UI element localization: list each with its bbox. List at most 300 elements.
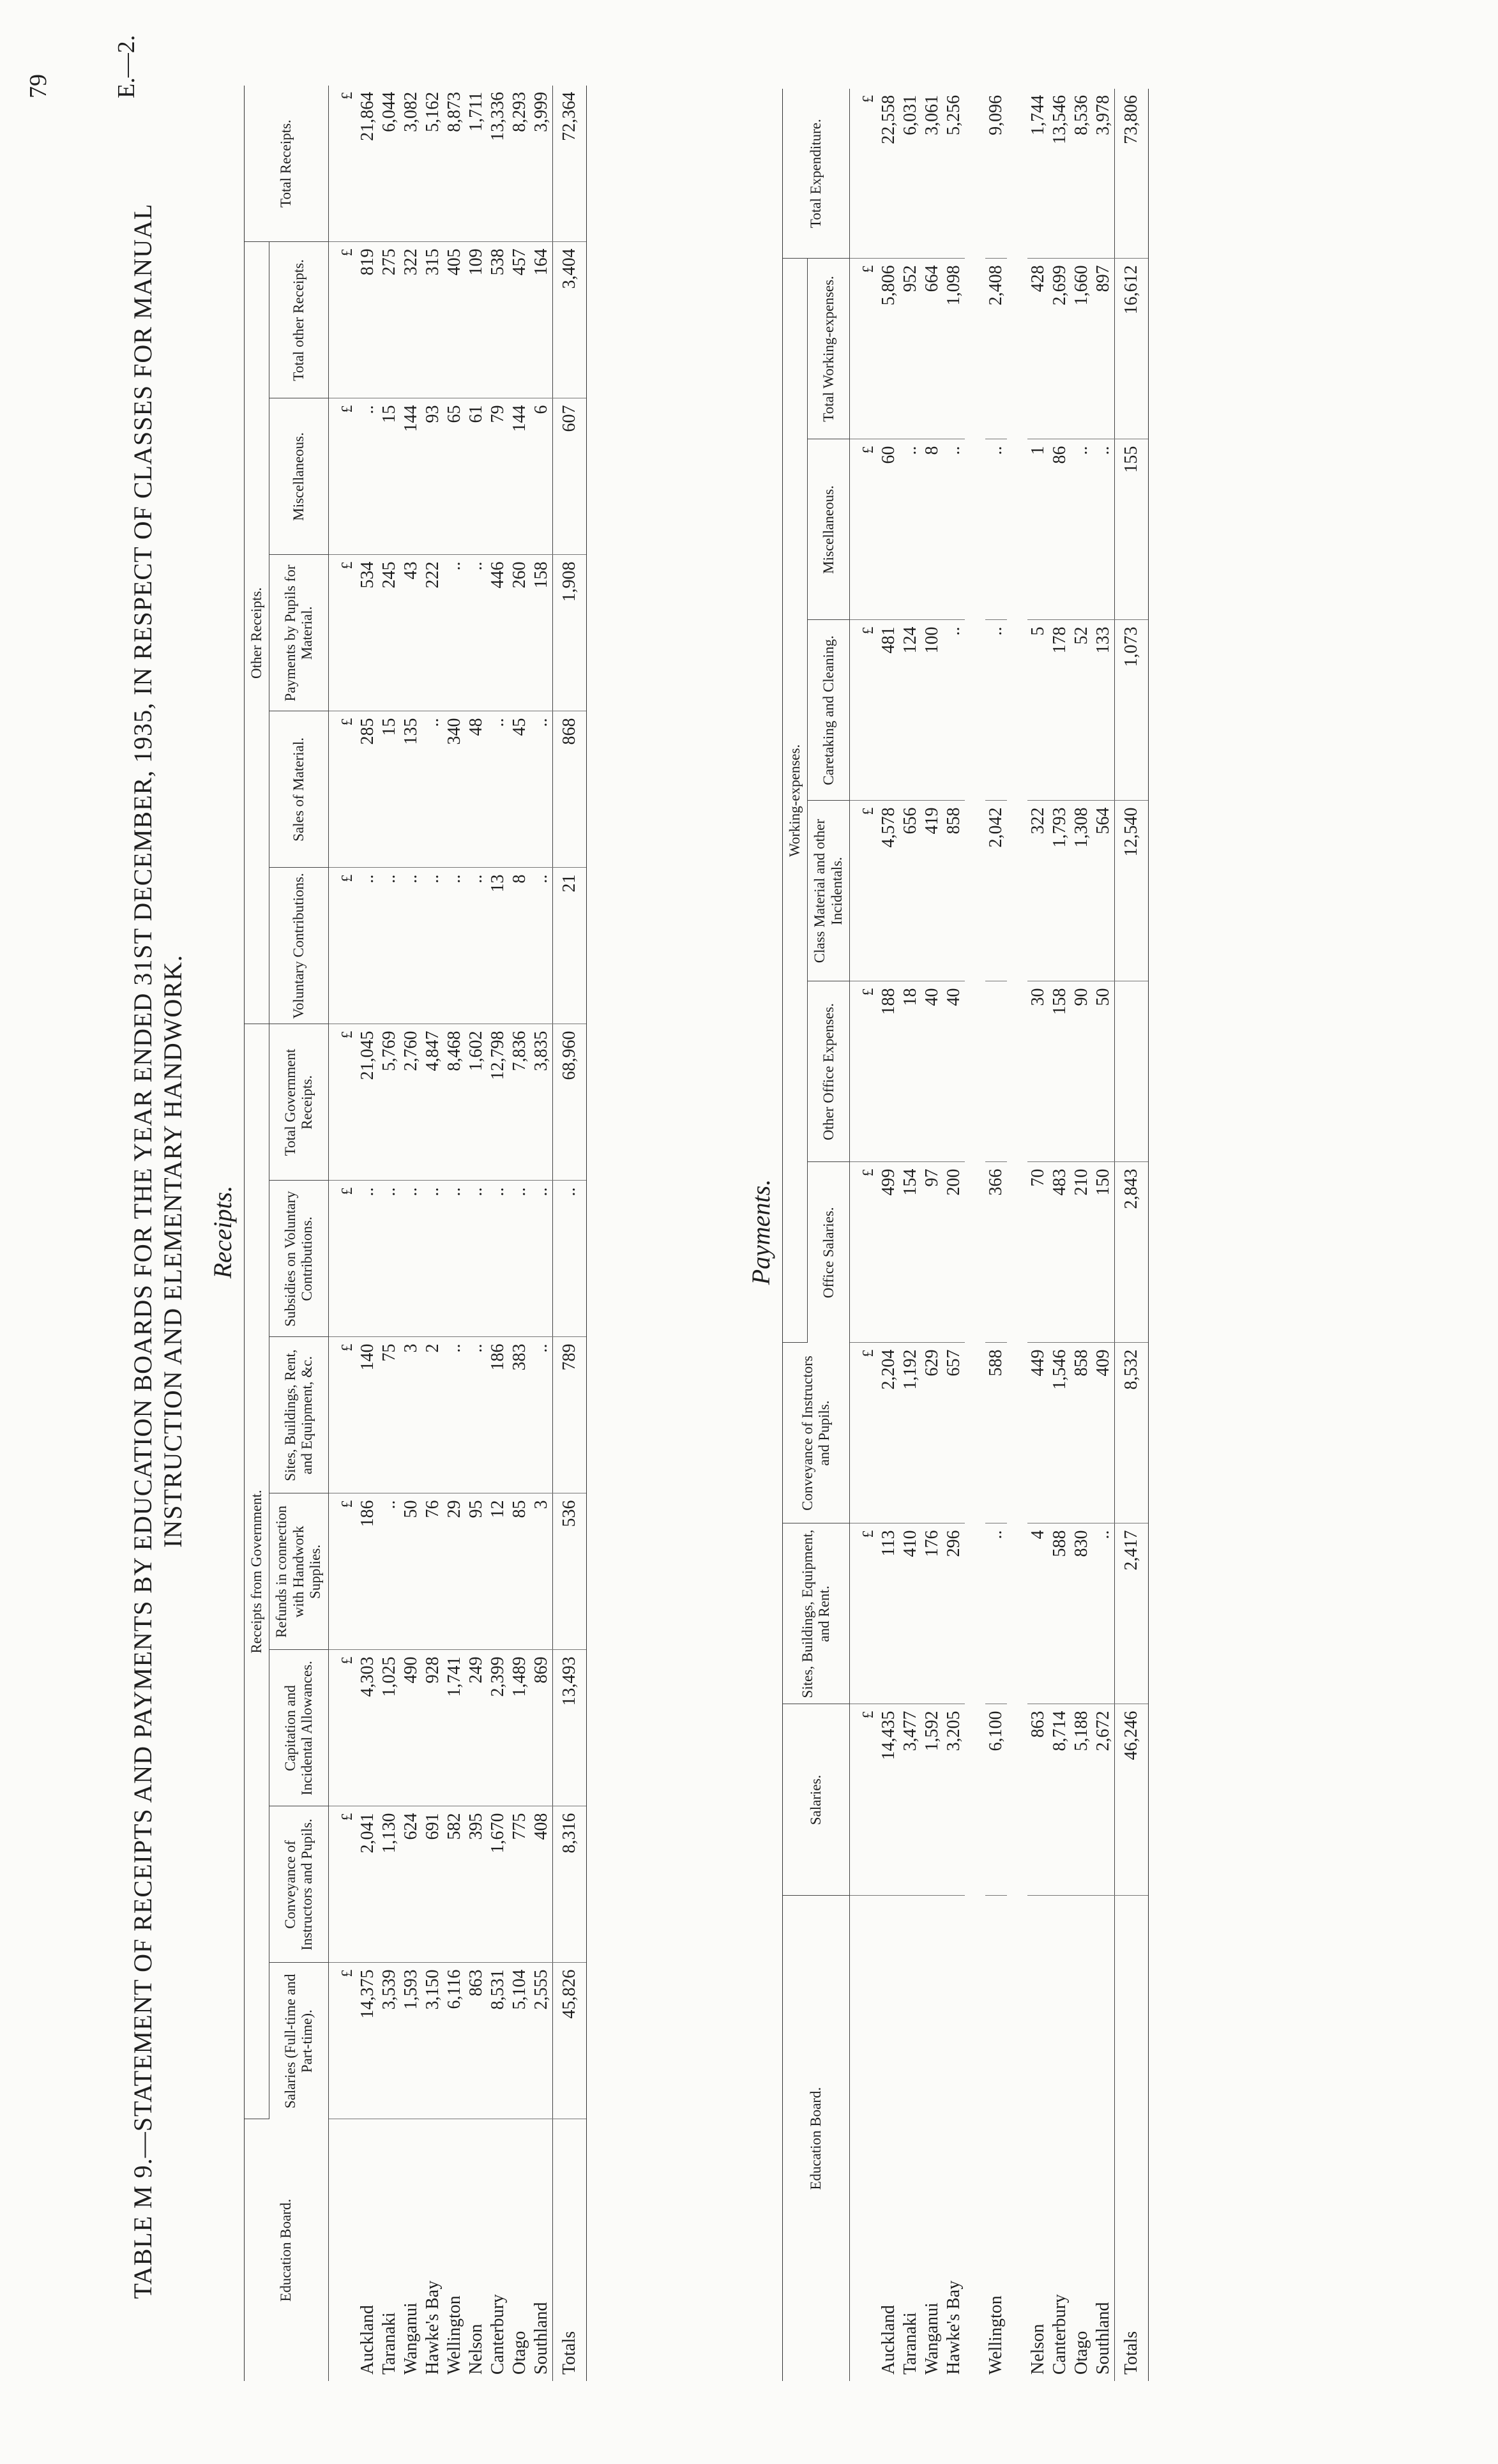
- payments-board-name: Southland: [1093, 2302, 1114, 2375]
- payments-cell: 40: [943, 981, 965, 1162]
- payments-cell: 13,546: [1049, 89, 1071, 259]
- payments-cell: 8,714: [1049, 1704, 1071, 1896]
- receipts-cell: 395: [465, 1806, 487, 1963]
- receipts-cell: ..: [379, 868, 400, 1024]
- payments-board-name: Canterbury: [1050, 2294, 1070, 2375]
- receipts-col-header: Total Government Receipts.: [269, 1024, 328, 1181]
- receipts-cell: 3,539: [379, 1963, 400, 2119]
- receipts-row: [444, 86, 465, 2381]
- receipts-cell: 6,116: [444, 1963, 465, 2119]
- payments-cell: 1,192: [900, 1343, 921, 1523]
- receipts-cell: 140: [357, 1337, 379, 1493]
- payments-row: [943, 89, 965, 2381]
- payments-cell: 100: [921, 620, 943, 801]
- payments-cell: 564: [1093, 801, 1115, 981]
- payments-cell: 2,408: [985, 259, 1007, 439]
- payments-row: [1093, 89, 1115, 2381]
- receipts-cell: 186: [357, 1493, 379, 1650]
- receipts-total-cell: 1,908: [552, 555, 586, 711]
- payments-row: [900, 89, 921, 2381]
- payments-unit-cell: £: [850, 1162, 879, 1343]
- payments-cell: 897: [1093, 259, 1115, 439]
- receipts-cell: ..: [444, 1181, 465, 1337]
- receipts-cell: ..: [531, 868, 553, 1024]
- payments-col-header: Other Office Expenses.: [808, 981, 850, 1162]
- receipts-cell: 75: [379, 1337, 400, 1493]
- receipts-cell: 12,798: [487, 1024, 509, 1181]
- payments-cell: 858: [1071, 1343, 1093, 1523]
- receipts-cell: 13: [487, 868, 509, 1024]
- receipts-cell: 2,399: [487, 1650, 509, 1806]
- payments-cell: 322: [1027, 801, 1049, 981]
- receipts-cell: 1,130: [379, 1806, 400, 1963]
- payments-cell: 3,978: [1093, 89, 1115, 259]
- receipts-cell: 21,045: [357, 1024, 379, 1181]
- receipts-cell: 79: [487, 398, 509, 555]
- receipts-col-header: Payments by Pupils for Material.: [269, 555, 328, 711]
- payments-cell: 1,308: [1071, 801, 1093, 981]
- payments-total-cell: 46,246: [1115, 1704, 1149, 1896]
- receipts-unit-cell: £: [328, 868, 357, 1024]
- payments-row: [1071, 89, 1093, 2381]
- payments-unit-cell: £: [850, 1343, 879, 1523]
- payments-col-salaries: Salaries.: [783, 1704, 850, 1896]
- payments-cell: ..: [985, 1523, 1007, 1704]
- receipts-cell: ..: [531, 711, 553, 868]
- payments-cell: 2,204: [878, 1343, 900, 1523]
- receipts-unit-cell: £: [328, 555, 357, 711]
- receipts-cell: ..: [357, 398, 379, 555]
- payments-cell: 3,061: [921, 89, 943, 259]
- receipts-unit-cell: £: [328, 86, 357, 242]
- receipts-cell: ..: [400, 1181, 422, 1337]
- receipts-total-cell: 72,364: [552, 86, 586, 242]
- receipts-cell: 1,670: [487, 1806, 509, 1963]
- receipts-cell: ..: [487, 1181, 509, 1337]
- receipts-total-cell: 868: [552, 711, 586, 868]
- page-ref: E.—2.: [113, 34, 140, 98]
- payments-cell: 4,578: [878, 801, 900, 981]
- receipts-total-cell: 607: [552, 398, 586, 555]
- receipts-col-header: Subsidies on Voluntary Contributions.: [269, 1181, 328, 1337]
- payments-total-cell: 16,612: [1115, 259, 1149, 439]
- payments-cell: 18: [900, 981, 921, 1162]
- payments-cell: 419: [921, 801, 943, 981]
- receipts-row: [531, 86, 553, 2381]
- payments-total-cell: 1,073: [1115, 620, 1149, 801]
- receipts-board-name: Hawke's Bay: [422, 2280, 443, 2375]
- table-title: TABLE M 9.—STATEMENT OF RECEIPTS AND PAYMENTS BY EDUCATION BOARDS FOR THE YEAR ENDED 31ST DECEMBER, 1935, IN RESPECT OF CLASSES FOR MANUAL INSTRUCTION AND ELEMENTARY HANDWORK.: [128, 203, 187, 2299]
- receipts-total-cell: 8,316: [552, 1806, 586, 1963]
- receipts-board-name: Canterbury: [487, 2294, 508, 2375]
- receipts-cell: 285: [357, 711, 379, 868]
- receipts-unit-cell: £: [328, 1337, 357, 1493]
- payments-cell: 3,477: [900, 1704, 921, 1896]
- receipts-board-name: Otago: [509, 2331, 529, 2375]
- payments-spacer-row: [1007, 89, 1027, 2381]
- receipts-col-header: Refunds in connection with Handwork Supplies.: [269, 1493, 328, 1650]
- receipts-cell: ..: [422, 868, 444, 1024]
- receipts-cell: ..: [465, 1337, 487, 1493]
- receipts-cell: 3: [531, 1493, 553, 1650]
- receipts-cell: 775: [509, 1806, 531, 1963]
- payments-cell: 5,806: [878, 259, 900, 439]
- receipts-cell: 260: [509, 555, 531, 711]
- payments-cell: 2,672: [1093, 1704, 1115, 1896]
- payments-cell: 1,660: [1071, 259, 1093, 439]
- receipts-cell: 3,999: [531, 86, 553, 242]
- receipts-group-other: Other Receipts.: [245, 242, 269, 1024]
- payments-cell: 60: [878, 439, 900, 620]
- receipts-board-name: Southland: [531, 2302, 551, 2375]
- receipts-cell: 13,336: [487, 86, 509, 242]
- payments-cell: 863: [1027, 1704, 1049, 1896]
- payments-unit-cell: £: [850, 1704, 879, 1896]
- payments-board-name: Taranaki: [900, 2312, 921, 2375]
- payments-total-cell: 73,806: [1115, 89, 1149, 259]
- payments-spacer-cell: [965, 89, 985, 2381]
- receipts-col-header: Conveyance of Instructors and Pupils.: [269, 1806, 328, 1963]
- receipts-unit-cell: £: [328, 1181, 357, 1337]
- payments-row: [878, 89, 900, 2381]
- payments-board-name: Wanganui: [922, 2302, 942, 2375]
- receipts-cell: 624: [400, 1806, 422, 1963]
- payments-total-cell: 2,417: [1115, 1523, 1149, 1704]
- receipts-cell: 405: [444, 242, 465, 398]
- payments-board-name: Hawke's Bay: [944, 2280, 964, 2375]
- receipts-unit-cell: £: [328, 1493, 357, 1650]
- payments-unit-cell: £: [850, 259, 879, 439]
- payments-cell: 8,536: [1071, 89, 1093, 259]
- receipts-cell: 8,468: [444, 1024, 465, 1181]
- receipts-cell: 8,293: [509, 86, 531, 242]
- payments-cell: 50: [1093, 981, 1115, 1162]
- receipts-cell: 76: [422, 1493, 444, 1650]
- receipts-cell: 869: [531, 1650, 553, 1806]
- receipts-cell: 48: [465, 711, 487, 868]
- receipts-cell: 8,531: [487, 1963, 509, 2119]
- payments-body: [850, 89, 1149, 2381]
- payments-cell: 22,558: [878, 89, 900, 259]
- payments-cell: 113: [878, 1523, 900, 1704]
- payments-total-cell: 2,843: [1115, 1162, 1149, 1343]
- payments-cell: 40: [921, 981, 943, 1162]
- payments-cell: 158: [1049, 981, 1071, 1162]
- receipts-cell: 275: [379, 242, 400, 398]
- payments-cell: 5: [1027, 620, 1049, 801]
- payments-col-header: Total Working-expenses.: [808, 259, 850, 439]
- payments-table: [782, 89, 1149, 2381]
- payments-cell: 30: [1027, 981, 1049, 1162]
- payments-unit-cell: £: [850, 439, 879, 620]
- receipts-cell: 29: [444, 1493, 465, 1650]
- payments-cell: 5,256: [943, 89, 965, 259]
- receipts-row: [357, 86, 379, 2381]
- receipts-row: [422, 86, 444, 2381]
- receipts-cell: 186: [487, 1337, 509, 1493]
- receipts-board-name: Taranaki: [379, 2312, 399, 2375]
- payments-col-board: Education Board.: [783, 1896, 850, 2381]
- receipts-cell: 249: [465, 1650, 487, 1806]
- receipts-col-header: Miscellaneous.: [269, 398, 328, 555]
- receipts-cell: ..: [531, 1181, 553, 1337]
- payments-board-name: Wellington: [986, 2295, 1006, 2375]
- receipts-cell: 164: [531, 242, 553, 398]
- payments-cell: 1,592: [921, 1704, 943, 1896]
- payments-cell: 1: [1027, 439, 1049, 620]
- payments-spacer-cell: [1007, 89, 1027, 2381]
- receipts-column-row: [269, 86, 328, 2381]
- payments-cell: 1,793: [1049, 801, 1071, 981]
- receipts-cell: 408: [531, 1806, 553, 1963]
- receipts-total-cell: 536: [552, 1493, 586, 1650]
- receipts-unit-cell: £: [328, 1650, 357, 1806]
- payments-cell: 629: [921, 1343, 943, 1523]
- receipts-cell: 3,150: [422, 1963, 444, 2119]
- receipts-cell: 5,162: [422, 86, 444, 242]
- payments-cell: ..: [943, 439, 965, 620]
- payments-cell: 176: [921, 1523, 943, 1704]
- receipts-cell: 85: [509, 1493, 531, 1650]
- receipts-cell: 2,041: [357, 1806, 379, 1963]
- receipts-cell: 15: [379, 711, 400, 868]
- receipts-col-header: Salaries (Full-time and Part-time).: [269, 1963, 328, 2119]
- receipts-cell: 45: [509, 711, 531, 868]
- payments-total-cell: 8,532: [1115, 1343, 1149, 1523]
- receipts-cell: 222: [422, 555, 444, 711]
- payments-row: [921, 89, 943, 2381]
- payments-unit-cell: [850, 1896, 879, 2381]
- payments-cell: 3,205: [943, 1704, 965, 1896]
- receipts-cell: 8,873: [444, 86, 465, 242]
- receipts-cell: ..: [509, 1181, 531, 1337]
- receipts-unit-cell: £: [328, 398, 357, 555]
- receipts-cell: ..: [422, 1181, 444, 1337]
- payments-cell: 858: [943, 801, 965, 981]
- payments-cell: 124: [900, 620, 921, 801]
- receipts-board-name: Nelson: [465, 2324, 486, 2375]
- payments-cell: 830: [1071, 1523, 1093, 1704]
- receipts-cell: 2,555: [531, 1963, 553, 2119]
- receipts-unit-cell: £: [328, 1806, 357, 1963]
- payments-group-row: [783, 89, 808, 2381]
- receipts-totals-row: [552, 86, 586, 2381]
- payments-group-working: Working-expenses.: [783, 259, 808, 1343]
- receipts-cell: ..: [357, 1181, 379, 1337]
- receipts-cell: ..: [422, 711, 444, 868]
- receipts-cell: 135: [400, 711, 422, 868]
- payments-subtitle: Payments.: [746, 1179, 775, 1285]
- receipts-unit-cell: £: [328, 711, 357, 868]
- receipts-cell: 6: [531, 398, 553, 555]
- payments-unit-row: [850, 89, 879, 2381]
- payments-cell: 70: [1027, 1162, 1049, 1343]
- receipts-col-header: Sales of Material.: [269, 711, 328, 868]
- receipts-unit-cell: [328, 2119, 357, 2381]
- payments-totals-label: Totals: [1115, 1896, 1149, 2381]
- receipts-col-total: Total Receipts.: [245, 86, 329, 242]
- receipts-group-row: [245, 86, 269, 2381]
- receipts-cell: 928: [422, 1650, 444, 1806]
- payments-cell: 588: [985, 1343, 1007, 1523]
- receipts-cell: ..: [444, 555, 465, 711]
- receipts-unit-cell: £: [328, 1024, 357, 1181]
- receipts-cell: 863: [465, 1963, 487, 2119]
- payments-cell: 664: [921, 259, 943, 439]
- receipts-board-name: Wellington: [444, 2295, 464, 2375]
- payments-cell: 410: [900, 1523, 921, 1704]
- receipts-cell: 1,593: [400, 1963, 422, 2119]
- receipts-total-cell: 789: [552, 1337, 586, 1493]
- payments-col-total: Total Expenditure.: [783, 89, 850, 259]
- receipts-cell: 340: [444, 711, 465, 868]
- receipts-cell: 819: [357, 242, 379, 398]
- payments-board-name: Auckland: [879, 2305, 899, 2375]
- receipts-cell: 93: [422, 398, 444, 555]
- receipts-cell: 5,769: [379, 1024, 400, 1181]
- receipts-cell: ..: [465, 868, 487, 1024]
- payments-cell: ..: [900, 439, 921, 620]
- receipts-cell: 457: [509, 242, 531, 398]
- payments-row: [985, 89, 1007, 2381]
- payments-cell: 14,435: [878, 1704, 900, 1896]
- receipts-cell: 1,489: [509, 1650, 531, 1806]
- receipts-cell: 61: [465, 398, 487, 555]
- payments-cell: 154: [900, 1162, 921, 1343]
- payments-board-name: Otago: [1071, 2331, 1092, 2375]
- payments-cell: [985, 981, 1007, 1162]
- payments-total-cell: 12,540: [1115, 801, 1149, 981]
- receipts-cell: 534: [357, 555, 379, 711]
- payments-cell: ..: [985, 620, 1007, 801]
- payments-col-header: Class Material and other Incidentals.: [808, 801, 850, 981]
- payments-cell: 656: [900, 801, 921, 981]
- payments-spacer-row: [965, 89, 985, 2381]
- receipts-total-cell: 3,404: [552, 242, 586, 398]
- receipts-col-header: Total other Receipts.: [269, 242, 328, 398]
- payments-unit-cell: £: [850, 981, 879, 1162]
- receipts-board-name: Auckland: [357, 2305, 377, 2375]
- receipts-unit-cell: £: [328, 1963, 357, 2119]
- receipts-cell: 1,025: [379, 1650, 400, 1806]
- receipts-cell: ..: [465, 1181, 487, 1337]
- receipts-cell: 8: [509, 868, 531, 1024]
- receipts-unit-cell: £: [328, 242, 357, 398]
- receipts-cell: 490: [400, 1650, 422, 1806]
- receipts-cell: 315: [422, 242, 444, 398]
- receipts-cell: 7,836: [509, 1024, 531, 1181]
- payments-unit-cell: £: [850, 801, 879, 981]
- receipts-cell: 5,104: [509, 1963, 531, 2119]
- receipts-total-cell: ..: [552, 1181, 586, 1337]
- payments-cell: ..: [943, 620, 965, 801]
- payments-col-header: Office Salaries.: [808, 1162, 850, 1343]
- receipts-cell: ..: [444, 868, 465, 1024]
- payments-row: [1049, 89, 1071, 2381]
- payments-cell: 150: [1093, 1162, 1115, 1343]
- receipts-cell: ..: [400, 868, 422, 1024]
- receipts-cell: 4,303: [357, 1650, 379, 1806]
- payments-cell: 178: [1049, 620, 1071, 801]
- receipts-cell: 2,760: [400, 1024, 422, 1181]
- receipts-cell: ..: [465, 555, 487, 711]
- receipts-col-header: Capitation and Incidental Allowances.: [269, 1650, 328, 1806]
- payments-cell: 6,100: [985, 1704, 1007, 1896]
- page-number: 79: [25, 74, 52, 98]
- receipts-cell: 158: [531, 555, 553, 711]
- receipts-board-name: Wanganui: [400, 2302, 421, 2375]
- receipts-cell: 144: [400, 398, 422, 555]
- receipts-cell: 95: [465, 1493, 487, 1650]
- payments-col-header: Caretaking and Cleaning.: [808, 620, 850, 801]
- payments-cell: 1,098: [943, 259, 965, 439]
- receipts-body: [328, 86, 586, 2381]
- receipts-cell: 12: [487, 1493, 509, 1650]
- payments-cell: 4: [1027, 1523, 1049, 1704]
- receipts-cell: ..: [379, 1181, 400, 1337]
- receipts-cell: 322: [400, 242, 422, 398]
- payments-cell: 296: [943, 1523, 965, 1704]
- payments-total-cell: [1115, 981, 1149, 1162]
- payments-board-name: Nelson: [1028, 2324, 1048, 2375]
- payments-unit-cell: £: [850, 1523, 879, 1704]
- payments-cell: 499: [878, 1162, 900, 1343]
- receipts-cell: ..: [379, 1493, 400, 1650]
- payments-cell: ..: [1093, 439, 1115, 620]
- receipts-cell: 15: [379, 398, 400, 555]
- receipts-cell: 1,741: [444, 1650, 465, 1806]
- payments-cell: 1,546: [1049, 1343, 1071, 1523]
- receipts-subtitle: Receipts.: [208, 1185, 237, 1279]
- payments-cell: 2,699: [1049, 259, 1071, 439]
- payments-unit-cell: £: [850, 89, 879, 259]
- receipts-row: [509, 86, 531, 2381]
- payments-col-sites: Sites, Buildings, Equipment, and Rent.: [783, 1523, 850, 1704]
- payments-cell: 86: [1049, 439, 1071, 620]
- payments-cell: ..: [985, 439, 1007, 620]
- payments-col-conveyance: Conveyance of Instructors and Pupils.: [783, 1343, 850, 1523]
- payments-row: [1027, 89, 1049, 2381]
- receipts-cell: 582: [444, 1806, 465, 1963]
- receipts-cell: 21,864: [357, 86, 379, 242]
- receipts-row: [465, 86, 487, 2381]
- receipts-totals-label: Totals: [552, 2119, 586, 2381]
- payments-cell: 8: [921, 439, 943, 620]
- payments-cell: ..: [1093, 1523, 1115, 1704]
- receipts-total-cell: 45,826: [552, 1963, 586, 2119]
- receipts-cell: 1,602: [465, 1024, 487, 1181]
- payments-cell: 188: [878, 981, 900, 1162]
- receipts-cell: 3,082: [400, 86, 422, 242]
- payments-cell: 483: [1049, 1162, 1071, 1343]
- receipts-row: [400, 86, 422, 2381]
- receipts-col-board: Education Board.: [245, 2119, 329, 2381]
- receipts-cell: 383: [509, 1337, 531, 1493]
- receipts-cell: 538: [487, 242, 509, 398]
- payments-cell: 6,031: [900, 89, 921, 259]
- receipts-cell: 2: [422, 1337, 444, 1493]
- payments-cell: 2,042: [985, 801, 1007, 981]
- receipts-cell: 4,847: [422, 1024, 444, 1181]
- receipts-cell: 3: [400, 1337, 422, 1493]
- receipts-cell: ..: [531, 1337, 553, 1493]
- payments-cell: 210: [1071, 1162, 1093, 1343]
- receipts-table: [244, 86, 587, 2381]
- receipts-row: [379, 86, 400, 2381]
- receipts-cell: ..: [357, 868, 379, 1024]
- payments-cell: 428: [1027, 259, 1049, 439]
- receipts-cell: 1,711: [465, 86, 487, 242]
